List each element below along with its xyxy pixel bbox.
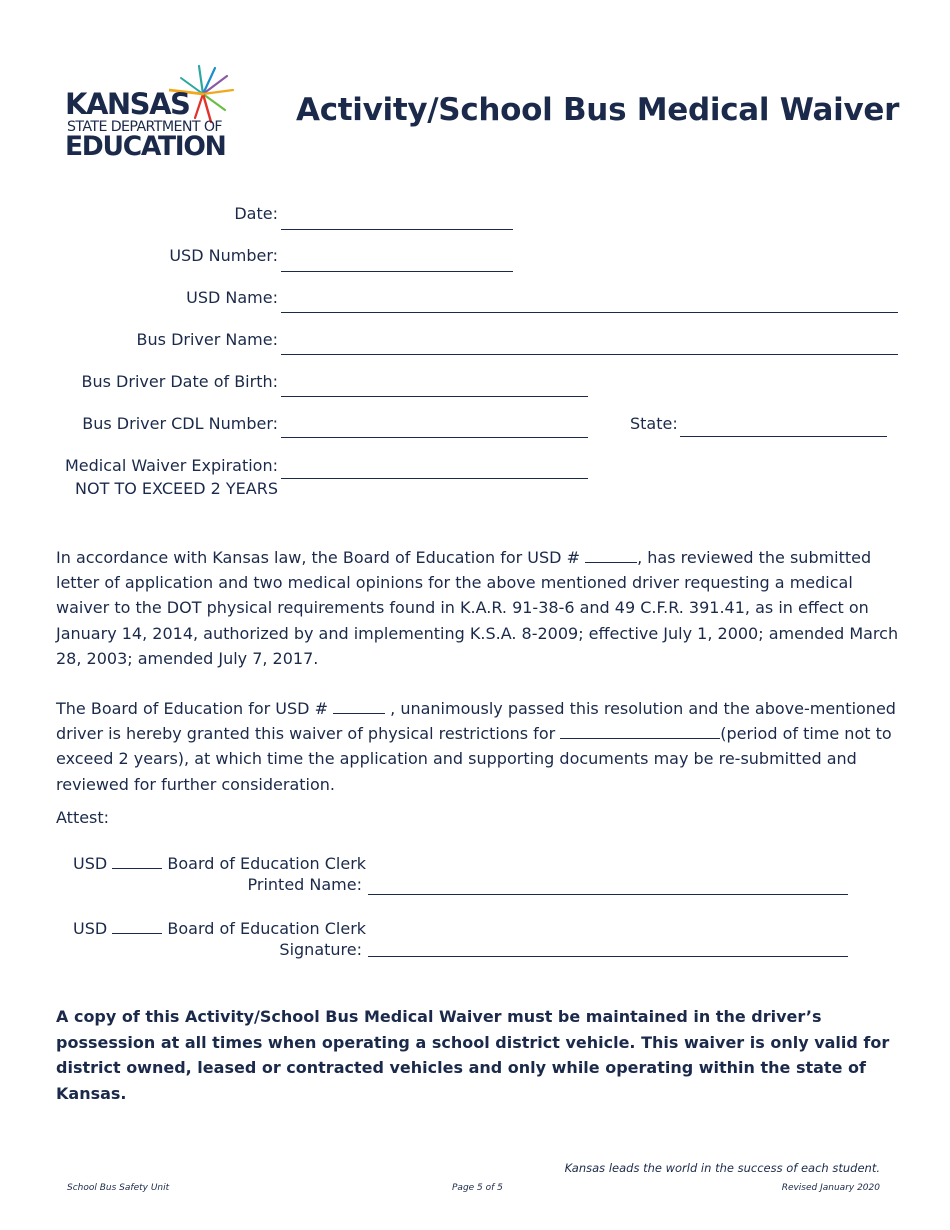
medical-waiver-expiration-field[interactable] (281, 478, 588, 479)
usd-number-field[interactable] (281, 271, 513, 272)
waiver-period-blank[interactable] (560, 722, 720, 739)
possession-notice: A copy of this Activity/School Bus Medical Waiver must be maintained in the driver’s possession at all times when operating a school district vehicle. This waiver is only valid for district owned, leased or contracted vehicles and only while operating within the state of Kansas. (56, 1007, 890, 1103)
attest-usd-label-2: USD (73, 919, 108, 938)
footer-unit: School Bus Safety Unit (67, 1183, 170, 1193)
footer-revised-date: Revised January 2020 (781, 1183, 880, 1193)
printed-name-field[interactable] (368, 894, 848, 895)
attest-usd-blank-2[interactable] (112, 917, 162, 934)
medical-waiver-expiration-label: Medical Waiver Expiration: (64, 456, 278, 475)
ksde-logo (65, 64, 235, 162)
bus-driver-cdl-label: Bus Driver CDL Number: (82, 414, 278, 433)
attest-usd-blank-1[interactable] (112, 852, 162, 869)
bus-driver-name-label: Bus Driver Name: (136, 330, 278, 349)
paragraph-resolution (56, 696, 901, 797)
attest-usd-label-1: USD (73, 854, 108, 873)
bus-driver-dob-field[interactable] (281, 396, 588, 397)
footer-page-number: Page 5 of 5 (452, 1183, 503, 1193)
signature-field[interactable] (368, 956, 848, 957)
paragraph-resolution-intro: The Board of Education for USD # (56, 699, 334, 718)
paragraph-law-body: , has reviewed the submitted letter of application and two medical opinions for the above mentioned driver requesting a medical waiver to the DOT physical requirements found in K.A.R. 91-38-6 and 49 C.F.R. 391.41, as in effect on January 14, 2014, authorized by and implementing K.S.A. 8-2009; effective July 1, 2000; amended March 28, 2003; amended July 7, 2017. (56, 548, 899, 668)
date-label: Date: (234, 204, 278, 223)
logo-state-dept-text: STATE DEPARTMENT OF (67, 119, 222, 135)
footer-motto: Kansas leads the world in the success of each student. (564, 1161, 880, 1175)
printed-name-label: Printed Name: (247, 875, 362, 894)
bus-driver-cdl-field[interactable] (281, 437, 588, 438)
attest-row-2 (73, 917, 366, 938)
paragraph-resolution-end: (period of time not to exceed 2 years), at which time the application and supporting documents may be re-submitted and reviewed for further consideration. (56, 724, 892, 794)
not-to-exceed-note: NOT TO EXCEED 2 YEARS (75, 479, 278, 498)
paragraph-law-intro: In accordance with Kansas law, the Board of Education for USD # (56, 548, 586, 567)
paragraph-law (56, 545, 901, 671)
usd-name-field[interactable] (281, 312, 898, 313)
usd-number-label: USD Number: (169, 246, 278, 265)
state-label: State: (630, 414, 678, 433)
state-field[interactable] (680, 436, 887, 437)
usd-number-blank-1[interactable] (585, 546, 637, 563)
paragraph-resolution-middle: , unanimously passed this resolution and the above-mentioned driver is hereby granted this waiver of physical restrictions for (56, 699, 896, 744)
attest-role-1: Board of Education Clerk (167, 854, 367, 873)
attest-role-2: Board of Education Clerk (167, 919, 367, 938)
usd-number-blank-2[interactable] (333, 697, 385, 714)
date-field[interactable] (281, 229, 513, 230)
attest-row-1 (73, 852, 366, 873)
bus-driver-dob-label: Bus Driver Date of Birth: (81, 372, 278, 391)
attest-label: Attest: (56, 808, 110, 827)
signature-label: Signature: (279, 940, 362, 959)
page-title: Activity/School Bus Medical Waiver (296, 92, 900, 128)
logo-kansas-text: KANSAS (65, 87, 190, 121)
logo-education-text: EDUCATION (65, 131, 226, 162)
usd-name-label: USD Name: (186, 288, 278, 307)
bus-driver-name-field[interactable] (281, 354, 898, 355)
